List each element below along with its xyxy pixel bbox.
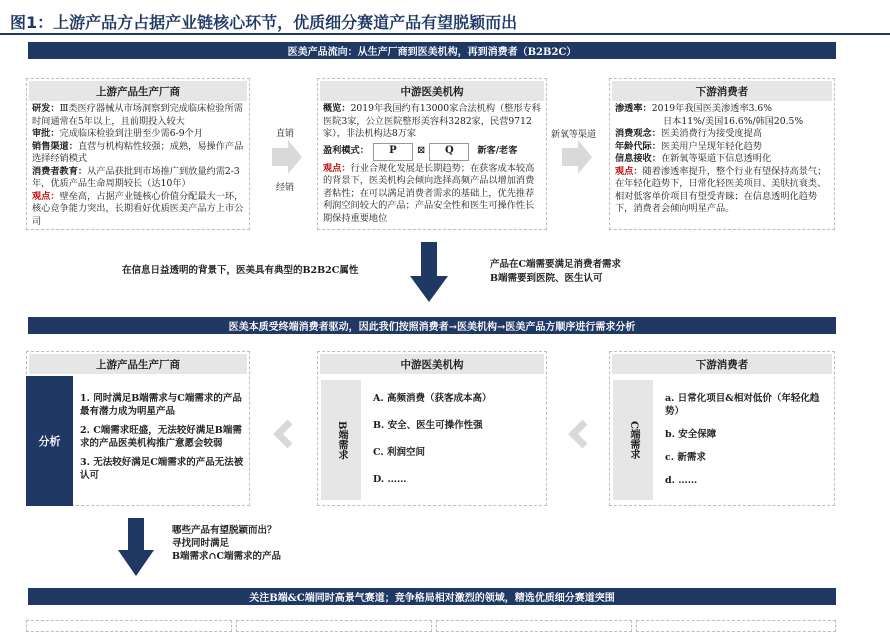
- bottom-box-3: [436, 620, 632, 632]
- bottom-box-2: [236, 620, 432, 632]
- title-rule: [0, 33, 890, 35]
- downstream-penetration: 渗透率：2019年我国医美渗透率3.6%: [615, 103, 772, 114]
- upstream-line-approval: 审批：完成临床检验到注册至少需6-9个月: [32, 128, 203, 139]
- c-demand-c: c. 新需求: [665, 452, 706, 463]
- analysis-down-title: 下游消费者: [612, 354, 832, 374]
- down-arrow-2: [118, 518, 154, 580]
- upstream-line-view: 观点：壁垒高，占据产业链核心价值分配最大一环，核心竞争能力突出，长期看好优质医美产品方上市公司: [32, 190, 244, 227]
- analysis-item-3: 3. 无法较好满足C端需求的产品无法被认可: [80, 457, 244, 481]
- upstream-body: [27, 103, 249, 228]
- downstream-age: 年龄代际：医美用户呈现年轻化趋势: [615, 140, 762, 152]
- midstream-view: 观点：行业合规化发展是长期趋势；在获客成本较高的背景下，医美机构会倾向选择高频产品以增加消费者粘性；在可以满足消费者需求的基础上，优先推荐利润空间较大的产品；产品安全性和医生可操作性长期保持重要地位: [323, 162, 535, 224]
- midstream-body: [318, 103, 546, 225]
- note-b2b2c: 在信息日益透明的背景下，医美具有典型的B2B2C属性: [122, 265, 359, 276]
- upstream-line-channel: 销售渠道：直营与机构粘性较强；成熟，易操作产品选择经销模式: [32, 140, 244, 164]
- band-analysis: 医美本质受终端消费者驱动，因此我们按照消费者→医美机构→医美产品方顺序进行需求分析: [28, 317, 836, 334]
- bottom-note-line-3: B端需求∩C端需求的产品: [172, 551, 282, 562]
- label-new-channel: 新氧等渠道: [551, 130, 597, 140]
- b-demand-label: B端需求: [321, 380, 361, 500]
- downstream-penetration-compare: 日本11%/美国16.6%/韩国20.5%: [663, 115, 804, 127]
- upstream-line-education: 消费者教育：从产品获批到市场推广到放量约需2-3年，优质产品生命周期较长（达10年）: [32, 165, 240, 189]
- flow-arrow-right: [562, 140, 592, 178]
- band-conclusion: 关注B端&C端同时高景气赛道；竞争格局相对激烈的领域，精选优质细分赛道突围: [28, 588, 836, 605]
- quantity-box: Q: [429, 143, 469, 161]
- analysis-item-2: 2. C端需求旺盛，无法较好满足B端需求的产品医美机构推广意愿会较弱: [80, 425, 242, 449]
- c-demand-label: C端需求: [613, 380, 653, 500]
- midstream-box: [317, 78, 547, 230]
- label-direct: 直销: [276, 129, 295, 139]
- midstream-title: 中游医美机构: [320, 81, 544, 101]
- midstream-overview: 概览：2019年我国约有13000家合法机构（整形专科医院3家，公立医院整形美容科3282家，民营9712家），非法机构达8万家: [323, 103, 541, 139]
- bottom-box-4: [636, 620, 836, 632]
- downstream-view: 观点：随着渗透率提升，整个行业有望保持高景气；在年轻化趋势下，日常化轻医美项目、美肤抗衰类、相对低客单价项目有望受青睐；在信息透明化趋势下，消费者会倾向明星产品。: [615, 165, 827, 214]
- c-demand-b: b. 安全保障: [665, 429, 717, 440]
- analysis-item-1: 1. 同时满足B端需求与C端需求的产品最有潜力成为明星产品: [80, 393, 242, 417]
- analysis-upstream-list: [80, 392, 245, 488]
- c-demand-a: a. 日常化项目&相对低价（年轻化趋势）: [665, 393, 820, 417]
- b-demand-b: B. 安全、医生可操作性强: [373, 420, 483, 431]
- analysis-arrow-left-1: [270, 420, 298, 452]
- downstream-body: [610, 103, 834, 216]
- multiply-icon: ⊠: [416, 145, 426, 157]
- analysis-mid-title: 中游医美机构: [320, 354, 544, 374]
- analysis-mid-list: [373, 392, 543, 492]
- profit-model: 盈利模式： P ⊠ Q 新客/老客: [323, 141, 541, 163]
- note-b-side: B端需要到医院、医生认可: [490, 273, 603, 284]
- bottom-note-line-1: 哪些产品有望脱颖而出？: [172, 525, 277, 536]
- figure-title: 图1：上游产品方占据产业链核心环节，优质细分赛道产品有望脱颖而出: [10, 13, 518, 32]
- customer-type: 新客/老客: [477, 145, 518, 157]
- downstream-info: 信息接收：在新氧等渠道下信息透明化: [615, 153, 772, 164]
- c-demand-d: d. ……: [665, 475, 698, 486]
- band-flow: 医美产品流向：从生产厂商到医美机构，再到消费者（B2B2C）: [28, 42, 836, 59]
- upstream-title: 上游产品生产厂商: [29, 81, 247, 101]
- note-c-side: 产品在C端需要满足消费者需求: [490, 259, 622, 270]
- analysis-arrow-left-2: [565, 420, 593, 452]
- b-demand-d: D. ……: [373, 474, 407, 485]
- analysis-label: 分析: [26, 376, 73, 506]
- down-arrow-1: [410, 242, 448, 306]
- bottom-note-line-2: 寻找同时满足: [172, 538, 230, 549]
- downstream-box: [609, 78, 835, 230]
- analysis-upstream-title: 上游产品生产厂商: [29, 354, 247, 374]
- analysis-down-list: [665, 392, 831, 493]
- bottom-note: [172, 524, 281, 563]
- price-box: P: [373, 143, 413, 161]
- upstream-box: [26, 78, 250, 230]
- downstream-title: 下游消费者: [612, 81, 832, 101]
- flow-arrow-left: [272, 140, 302, 178]
- b-demand-a: A. 高频消费（获客成本高）: [373, 393, 492, 404]
- downstream-consumption: 消费观念：医美消费行为接受度提高: [615, 128, 762, 139]
- bottom-box-1: [26, 620, 232, 632]
- label-distribution: 经销: [276, 183, 295, 193]
- b-demand-c: C. 利润空间: [373, 447, 426, 458]
- upstream-line-rd: 研发：Ⅲ类医疗器械从市场洞察到完成临床检验所需时间通常在5年以上，且前期投入较大: [32, 103, 243, 127]
